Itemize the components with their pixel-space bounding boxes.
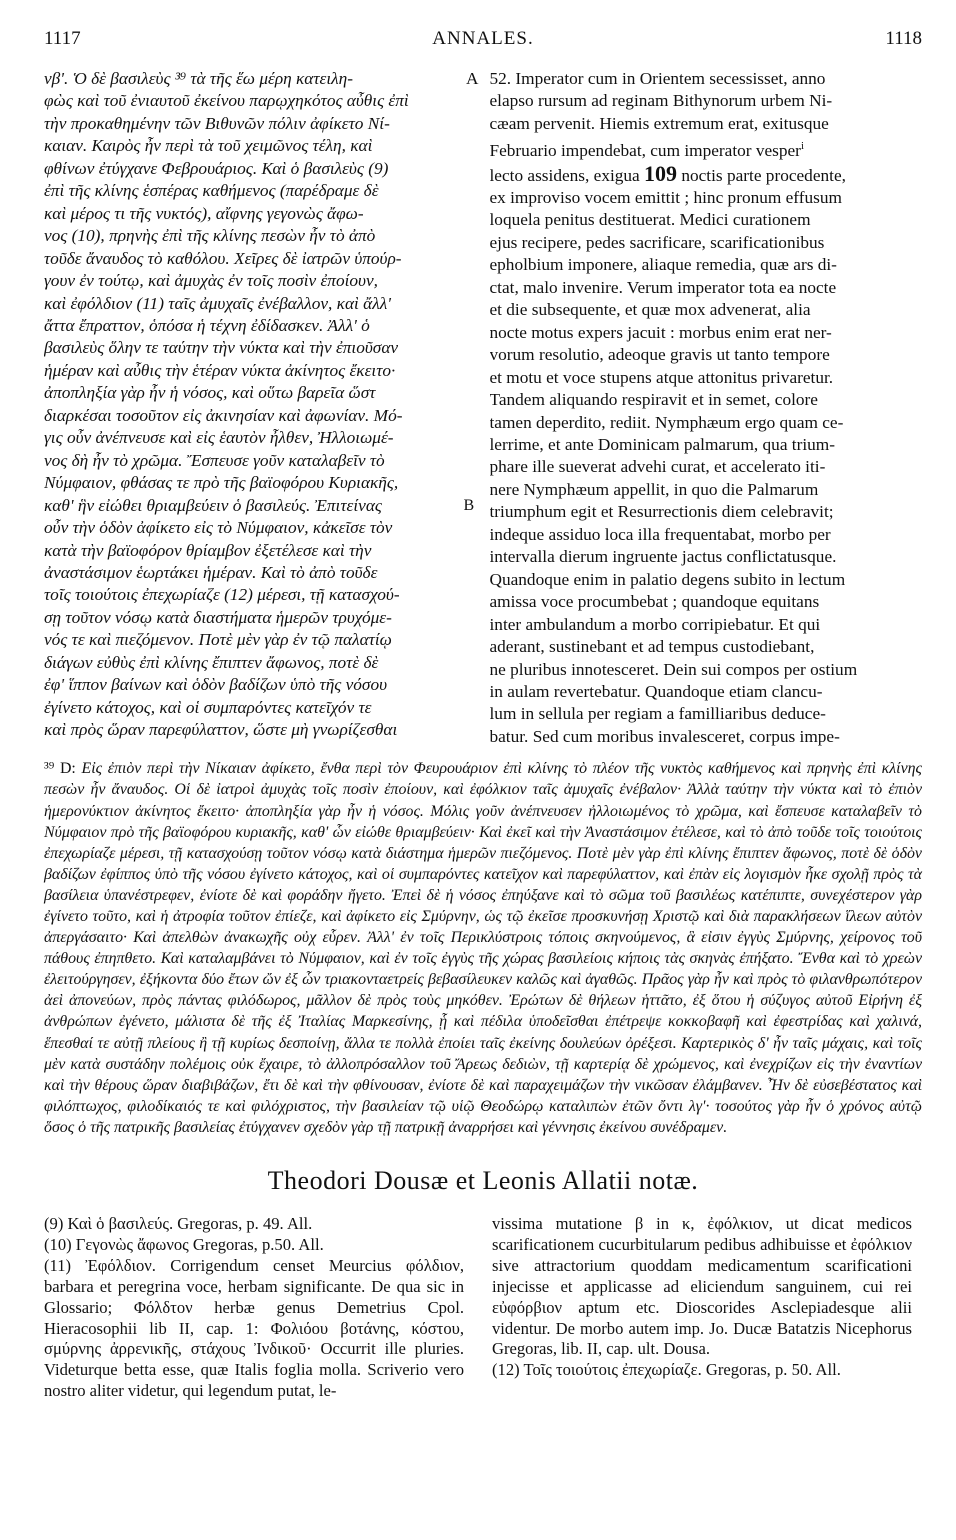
greek-line: καὶ μέρος τι τῆς νυκτός), αἴφνης γεγονὼς ἄφω-: [44, 203, 364, 223]
greek-line: ἀναστάσιμον ἑωρτάκει ἡμέραν. Καὶ τὸ ἀπὸ τοῦδε: [44, 562, 378, 582]
greek-line: νός τε καὶ πιεζόμενον. Ποτὲ μὲν γὰρ ἐν τῷ παλατίῳ: [44, 630, 392, 650]
greek-line: νβ'. Ὁ δὲ βασιλεὺς ³⁹ τὰ τῆς ἕω μέρη κατειλη-: [44, 69, 353, 88]
greek-line: Νύμφαιον, φθάσας τε πρὸ τῆς βαϊοφόρου Κυριακῆς,: [44, 473, 399, 493]
page-header: [44, 28, 922, 56]
greek-line: ἐγίνετο κάτοχος, καὶ οἱ συμπαρόντες κατεῖχόν τε: [44, 697, 372, 717]
greek-line: καιαν. Καιρὸς ἦν περὶ τὰ τοῦ χειμῶνος τέλη, καὶ: [44, 136, 373, 156]
latin-line: batur. Sed cum moribus invalesceret, corpus impe-: [489, 726, 840, 746]
column-marker-a: A: [466, 69, 479, 88]
greek-line: ἐφ' ἵππον βαίνων καὶ ὁδὸν βαδίζων ὑπὸ τῆς νόσου: [44, 675, 388, 695]
greek-line: ἀποπληξία γὰρ ἦν ἡ νόσος, καὶ οὕτω βαρεῖα ὥστ: [44, 383, 376, 403]
greek-line: διάγων εὐθὺς ἐπὶ κλίνης ἔπιπτεν ἄφωνος, ποτὲ δὲ: [44, 652, 379, 672]
latin-line: loquela penitus destituerat. Medici curationem: [489, 210, 811, 230]
latin-line: ne pluribus innotesceret. Dein sui compos per ostium: [489, 659, 858, 679]
greek-line: νος δὴ ἦν τὸ χρῶμα. Ἔσπευσε γοῦν καταλαβεῖν τὸ: [44, 450, 385, 470]
notes-section: [44, 1214, 922, 1402]
note-entry: (12) Τοῖς τοιούτοις ἐπεχωρίαζε. Gregoras, p. 50. All.: [492, 1360, 841, 1380]
latin-text-column: [463, 68, 923, 748]
superscript-marker: i: [800, 140, 804, 153]
greek-line: τοῦδε ἄναυδος τὸ καθόλου. Χεῖρες δὲ ἰατρῶν ὑπούρ-: [44, 248, 402, 268]
greek-line: διαρκέσαι τοσοῦτον εἰς ἀκινησίαν καὶ ἀφωνίαν. Μό-: [44, 405, 403, 425]
latin-line: ctat, malo invenire. Verum imperator tota ea nocte: [489, 277, 837, 297]
latin-line: Tandem aliquando respiravit et in semet, colore: [489, 390, 818, 410]
latin-line: inter ambulandum a morbo corripiebatur. Et qui: [489, 614, 821, 634]
note-entry: (10) Γεγονὼς ἄφωνος Gregoras, p.50. All.: [44, 1234, 324, 1254]
latin-line: lum in sellula per regiam a familliaribus deduce-: [489, 704, 826, 724]
greek-line: σῃ τοῦτον νόσῳ κατὰ διαστήματα ἡμερῶν τρυχόμε-: [44, 607, 392, 627]
latin-line: cæam pervenit. Hiemis extremum erat, exitusque: [489, 113, 829, 133]
latin-line: lerrime, et ante Dominicam palmarum, qua trium-: [489, 435, 836, 455]
note-entry: (11) Ἐφόλδιον. Corrigendum censet Meurcius φόλδιον, barbara et peregrina voce, herbam significante. De qua sic in Glossario; Φόλδτον herbæ genus Demetrius Cpol. Hieracosophii lib II, cap. 1: Φολιόου βοτάνης, κόστου, σμύρνης ἀρρενικῆς, στάχους Ἰνδικοῦ· Occurrit ille pluries. Videturque betta esse, quæ Italis foglia molla. Scriverio vero nostro aliter videtur, qui legendum putat, le-: [44, 1255, 464, 1401]
greek-text-column: [44, 68, 479, 748]
latin-line: 52. Imperator cum in Orientem secessisset, anno: [489, 69, 826, 88]
latin-line: Quandoque enim in palatio degens subito in lectum: [489, 569, 846, 589]
latin-line: in aulam revertebatur. Quandoque etiam clancu-: [489, 682, 823, 701]
greek-line: οὖν τὴν ὁδὸν ἀφίκετο εἰς τὸ Νύμφαιον, κἀκεῖσε τὸν: [44, 518, 393, 538]
latin-line: et motu et voce stupens atque attonitus privaretur.: [489, 367, 834, 387]
greek-line: καὶ πρὸς ὥραν παρεφύλαττον, ὥστε μὴ γνωρίζεσθαι: [44, 720, 398, 740]
greek-line: ἡμέραν καὶ αὖθις τὴν ἑτέραν νύκτα ἀκίνητος ἔκειτο·: [44, 360, 396, 380]
latin-line: aderant, sustinebant et ad tempus custodiebant,: [489, 637, 815, 657]
margin-page-number: 109: [644, 162, 678, 186]
latin-line: et die subsequente, et quæ mox advenerat, alia: [489, 300, 811, 320]
latin-line: epholbium imponere, aliaque remedia, quæ ars di-: [489, 255, 837, 275]
latin-line: nere Nymphæum appellit, in quo die Palmarum: [489, 479, 819, 499]
latin-line: Februario impendebat, cum imperator vesper$^i$: [489, 140, 804, 161]
greek-line: νος (10), πρηνὴς ἐπὶ τῆς κλίνης πεσὼν ἦν τὸ ἀπὸ: [44, 226, 376, 246]
greek-line: γις οὖν ἀνέπνευσε καὶ εἰς ἑαυτὸν ἦλθεν, Ἠλλοιωμέ-: [44, 428, 394, 448]
greek-line: κατὰ τὴν βαϊοφόρον θρίαμβον ἐξετέλεσε καὶ τὴν: [44, 540, 372, 560]
latin-line: vorum resolutio, adeoque gravis ut tanto tempore: [489, 345, 830, 365]
latin-line: phare ille sueverat adveh​i curat, et accelerato iti-: [489, 457, 826, 477]
greek-line: βασιλεὺς ὅλην τε ταύτην τὴν νύκτα καὶ τὴν ἐπιοῦσαν: [44, 338, 399, 358]
parallel-text-columns: [44, 68, 922, 748]
column-marker-b: B: [463, 497, 475, 514]
greek-line: καὶ ἐφόλδιον (11) ταῖς ἀμυχαῖς ἐνέβαλλον, καὶ ἄλλ': [44, 293, 391, 313]
latin-line: triumphum egit et Resurrectionis diem celebravit;: [489, 502, 834, 522]
notes-right-column: [492, 1214, 912, 1402]
latin-line: tamen deperdito, rediit. Nymphæum ergo quam ce-: [489, 412, 844, 432]
greek-line: φὼς καὶ τοῦ ἐνιαυτοῦ ἐκείνου παρῳχηκότος αὖθις ἐπὶ: [44, 91, 409, 111]
latin-line: nocte motus expers jacuit : morbus enim erat ner-: [489, 322, 832, 342]
notes-heading: Theodori Dousæ et Leonis Allatii notæ.: [267, 1166, 699, 1196]
latin-line: intervalla dierum ingruente jactus conflictatusque.: [489, 547, 837, 567]
latin-line: amissa voce procumbebat ; quandoque equitans: [489, 592, 820, 612]
footnote-text: Εἰς ἐπιὸν περὶ τὴν Νίκαιαν ἀφίκετο, ἔνθα περὶ τὸν Φευρουάριον ἐπὶ κλίνης τὸ πλέον τῆς νυκτὸς καθήμενος καὶ πρηνὴς ἐπὶ κλίνης πεσὼν ἦν ἄναυδος. Οἱ δὲ ἰατροὶ ἀμυχὰς τοῖς ποσὶν ἐποίουν, καὶ ἐφόλκιον ταῖς ἀμυχαῖς ἐνέβαλον· Ἀλλὰ ταύτην τὴν νύκτα καὶ τὸ ἐπιὸν ἡμερονύκτιον ἀκίνητος ἔκειτο· ἀποπληξία γὰρ ἦν ἡ νόσος. Μόλις γοῦν ἀνέπνευσεν ἠλλοιωμένος τὸ χρῶμα, καὶ ἔσπευσε καταλαβεῖν τὸ Νύμφαιον πρὸ τῆς βαϊοφόρου κυριακῆς, καθ' ὧν εἰώθε θριαμβεύειν· Καὶ ἐκεῖ καὶ τὴν Ἀναστάσιμον ἐτέλεσε, καὶ τὸ ἀπὸ τοῦδε τοῖς τοιούτοις ἐπεχωρίαζε μέρεσι, τῇ κατασχούσῃ τοῦτον νόσῳ κατὰ διάστημα ἡμερῶν πιεζόμενος. Ποτὲ μὲν γὰρ ἐπὶ κλίνης ἔπιπτεν ἄφωνος, ποτὲ δὲ ὁδὸν βαδίζων ἐφίππος ὑπὸ τῆς νόσου ἐγίνετο κάτοχος, καὶ οἱ συμπαρόντες κατεῖχον καὶ παρεφύλαττον, καὶ ἐπὰν εἰς λογισμὸν ἧκε σχολῇ πρὸς τὰ βασίλεια ὑπανέστρεφεν, ἐνίοτε δὲ καὶ φοράδην ἤγετο. Ἐπεὶ δὲ ἡ νόσος ἐπηύξανε καὶ τὸ σῶμα τοῦ βασιλέως κατέπιπτε, συνεχέστερον γὰρ ἐγίνετο τοῦτο, καὶ ἡ ἀτροφία τοῦτον ἐπίεζε, καὶ ἀφίκετο εἰς Σμύρνην, ὡς τῷ ἐκεῖσε προσκυνήσῃ Χριστῷ καὶ διὰ παρακλήσεων ἵλεων αὐτὸν ἀπεργάσαιτο· Καὶ ἀπελθὼν ἀνακωχῆς οὐχ εὗρεν. Ἀλλ' ἐν τοῖς Περικλύστροις τόποις σκηνούμενος, ἃ εἰσιν ἐγγὺς Σμύρνης, χείρονος τοῦ πάθους ἐπηπθετο. Καὶ καταλαμβάνει τὸ Νύμφαιον, καὶ ἐν τοῖς ἐγγὺς τῆς χώρας βασιλείοις κήποις τὰς σκηνὰς ἐπήξατο. Ἔνθα καὶ τὸ χρεὼν ἐλειτούργησεν, ἐξήκοντα δύο ἔτων ὤν ἐξ ὧν τριακονταετρείς βεβασίλευκεν καλῶς καὶ ἀγαθῶς. Πρᾶος γὰρ ἦν καὶ πρὸς τὸ φιλανθρωπότερον ἀεὶ ἀπονεύων, πρὸς πάντας φιλόδωρος, μᾶλλον δὲ πρὸς τοὺς μηκόθεν. Ἐρώτων δὲ θήλεων ἡττᾶτο, ἐξ ὅτου ἡ σύζυγος αὐτοῦ Εἰρήνη ἐξ ἀνθρώπων ἐγένετο, μάλιστα δὲ τῆς ἐξ Ἰταλίας Μαρκεσίνης, ᾗ καὶ πέδιλα ὑποδεῖσθαι ἐπέτρεψε κοκκοβαφῆ καὶ ἐφεστρίδας καὶ χαλινά, ἕπεσθαί τε αὐτῇ πλείους ἢ τῇ κυρίως δεσποίνῃ, ἄλλα τε πολλὰ ἐποίει ταῖς ἐκείνης δουλεύων ὀρέξεσι. Καρτερικὸς δ' ἦν ταῖς μάχαις, καὶ τοῖς μὲν κατὰ συστάδην πολέμοις οὐκ ἔχαιρε, τὸ ἀλλοπρόσαλλον τοῦ Ἄρεως δεδιὼν, τῇ καρτερίᾳ δὲ χρώμενος, καὶ ἐνεχρίζων εἰς τὴν ἐναντίων καὶ τὴν θέρους ὥραν διαβιβάζων, ἔτι δὲ καὶ τὴν φθίνουσαν, ἐνίοτε δὲ καὶ παραχειμάζων τὴν νικῶσαν ἐλάμβανεν. Ἦν δὲ εὐσεβέστατος καὶ φιλόπτωχος, φιλοδίκαιός τε καὶ φιλόχριστος, τὴν βασιλείαν τῷ υἱῷ Θεοδώρῳ καταλιπὼν ἐτῶν ὄντι λγ'· τοσούτος γὰρ ἦν ὁ χρόνος αὐτῷ ὅσος ὁ τῆς πατρικῆς βασιλείας ἐτύγχανεν σχεδὸν γὰρ τῇ πατρικῇ ἀναρρήσει καὶ γέννησις ἐκείνου συνέδραμεν.: [44, 760, 922, 1136]
variant-footnote: [44, 758, 922, 1138]
greek-line: καθ' ἣν εἰώθει θριαμβεύειν ὁ βασιλεύς. Ἐπιτείνας: [44, 495, 382, 515]
latin-line: lecto assidens, exigua 109 noctis parte procedente,: [489, 162, 846, 186]
notes-left-column: [44, 1214, 464, 1402]
left-page-number: 1117: [44, 28, 81, 49]
latin-line: ejus recipere, pedes sacrificare, scarificationibus: [489, 232, 825, 252]
latin-line: indeque assiduo loca illa frequentabat, morbo per: [489, 524, 831, 544]
greek-line: τὴν προκαθημένην τῶν Βιθυνῶν πόλιν ἀφίκετο Νί-: [44, 113, 390, 133]
running-title: ANNALES.: [432, 28, 534, 49]
greek-line: γουν ἐν τούτῳ, καὶ ἀμυχὰς ἐν τοῖς ποσὶν ἐποίουν,: [44, 271, 378, 291]
note-entry: vissima mutatione β in κ, ἐφόλκιον, ut dicat medicos scarificationem cucurbitularum pedibus adhibuisse et ἐφόλκιον sive attractorium quoddam medicamentum scarificationi injecisse et applicasse ad eliciendum sanguinem, cui rei εὐφόρβιον aptum etc. Dioscorides Asclepiadesque alii videntur. De morbo autem imp. Jo. Ducæ Batatzis Nicephorus Gregoras, lib. II, cap. ult. Dousa.: [492, 1214, 912, 1359]
greek-line: φθίνων ἐτύγχανε Φεβρουάριος. Καὶ ὁ βασιλεὺς (9): [44, 158, 389, 178]
right-page-number: 1118: [885, 28, 922, 49]
greek-line: τοῖς τοιούτοις ἐπεχωρίαζε (12) μέρεσι, τῇ κατασχού-: [44, 585, 400, 605]
greek-line: ἐπὶ τῆς κλίνης ἑσπέρας καθήμενος (παρέδραμε δὲ: [44, 181, 379, 201]
latin-line: ex improviso vocem emittit ; hinc pronum effusum: [489, 188, 842, 208]
greek-line: ἄττα ἔπραττον, ὁπόσα ἡ τέχνη ἐδίδασκεν. Ἀλλ' ὁ: [44, 315, 370, 335]
footnote-lead: ³⁹ D:: [44, 760, 76, 778]
note-entry: (9) Καὶ ὁ βασιλεύς. Gregoras, p. 49. All.: [44, 1214, 313, 1234]
latin-line: elapso rursum ad reginam Bithynorum urbem Ni-: [489, 91, 833, 111]
